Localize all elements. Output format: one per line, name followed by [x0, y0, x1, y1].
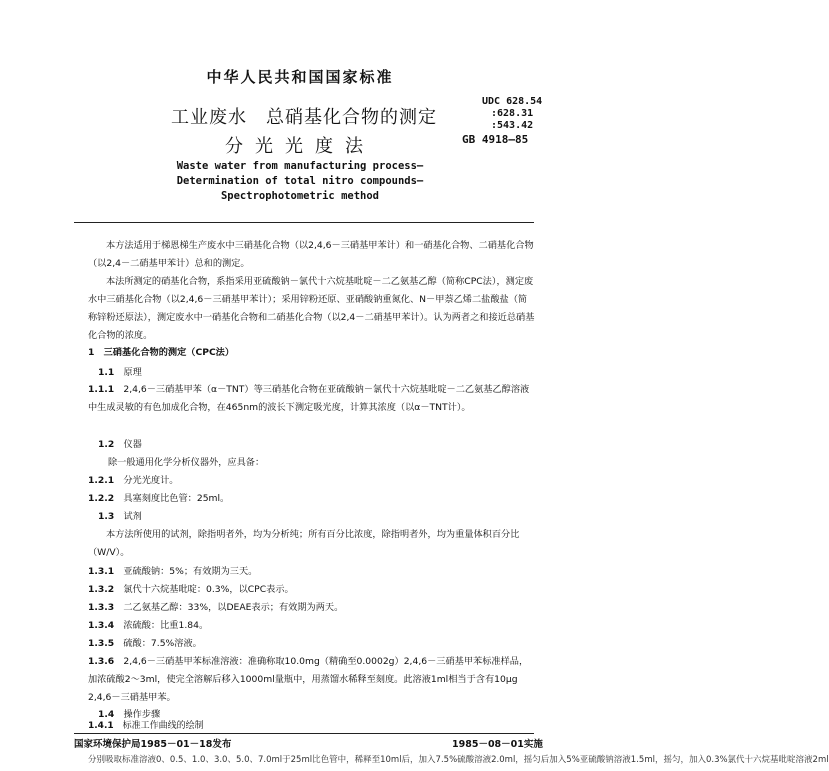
header-divider [74, 222, 534, 223]
subsection-1-1-heading [98, 364, 142, 378]
udc-code-line-1: UDC 628.54 [482, 96, 543, 107]
clause-1-3-3 [88, 599, 343, 613]
clause-title: 标准工作曲线的绘制 [122, 721, 204, 731]
subsection-title: 操作步骤 [123, 709, 161, 720]
title-cn-line-1: 工业废水 总硝基化合物的测定 [171, 107, 437, 128]
clause-text: 硫酸：7.5%溶液。 [123, 638, 202, 649]
subsection-1-2-heading [98, 436, 142, 450]
clause-1-4-1-block [88, 719, 536, 733]
clause-number: 1.2.2 [88, 493, 115, 504]
title-en-line-2: Determination of total nitro compounds— [176, 175, 424, 187]
clause-1-3-4 [88, 617, 208, 631]
clause-text: 亚硫酸钠：5%；有效期为三天。 [123, 566, 258, 577]
clause-number: 1.1.1 [88, 384, 115, 395]
clause-number: 1.3.5 [88, 638, 115, 649]
subsection-number: 1.3 [98, 511, 115, 522]
standard-title: 中华人民共和国国家标准 [206, 68, 394, 86]
clause-text: 浓硫酸：比重1.84。 [123, 620, 209, 631]
footer-divider [74, 733, 534, 734]
clause-1-2-2 [88, 490, 229, 504]
title-en-line-1: Waste water from manufacturing process— [176, 160, 424, 172]
clause-1-3-5 [88, 635, 202, 649]
clause-1-3-2 [88, 581, 294, 595]
gb-code: GB 4918—85 [462, 133, 529, 146]
subsection-title: 试剂 [123, 511, 142, 522]
section-number: 1 [88, 347, 95, 358]
clause-text: 具塞刻度比色管：25ml。 [123, 493, 230, 504]
udc-code-line-2: :628.31 [491, 108, 534, 119]
title-cn-line-2: 分光光度法 [225, 136, 375, 157]
issued-by: 国家环境保护局1985－01－18发布 [74, 739, 232, 750]
clause-text: 2,4,6－三硝基甲苯（α－TNT）等三硝基化合物在亚硫酸钠－氯代十六烷基吡啶－二乙氨基乙醇溶液中生成灵敏的有色加成化合物，在465nm的波长下测定吸光度，计算其浓度（以α－TNT计）。 [88, 384, 530, 413]
clause-number: 1.3.4 [88, 620, 115, 631]
subsection-title: 仪器 [123, 439, 142, 450]
section-title: 三硝基化合物的测定（CPC法） [103, 347, 235, 358]
clause-1-1-1 [88, 381, 536, 417]
clause-number: 1.3.3 [88, 602, 115, 613]
subsection-title: 原理 [123, 367, 142, 378]
intro-paragraph-2: 本法所测定的硝基化合物，系指采用亚硫酸钠－氯代十六烷基吡啶－二乙氨基乙醇（简称CPC法），测定废水中三硝基化合物（以2,4,6－三硝基甲苯计）；采用锌粉还原、亚硝酸钠重氮化、N－甲萘乙烯二盐酸盐（简称锌粉还原法），测定废水中一硝基化合物和二硝基化合物（以2,4－二硝基甲苯计）。认为两者之和接近总硝基化合物的浓度。 [88, 276, 535, 341]
section-1-heading [88, 344, 234, 358]
effective-date: 1985－08－01实施 [452, 739, 543, 750]
udc-code-line-3: :543.42 [491, 120, 534, 131]
subsection-1-3-intro: 本方法所使用的试剂，除指明者外，均为分析纯；所有百分比浓度，除指明者外，均为重量体积百分比（W/V）。 [88, 529, 520, 558]
subsection-number: 1.4 [98, 709, 115, 720]
clause-number: 1.3.1 [88, 566, 115, 577]
subsection-1-4-heading [98, 706, 160, 720]
clause-text: 2,4,6－三硝基甲苯标准溶液：准确称取10.0mg（精确至0.0002g）2,4,6－三硝基甲苯标准样品，加浓硫酸2～3ml，使完全溶解后移入1000ml量瓶中，用蒸馏水稀释至刻度。此溶液1ml相当于含有10μg 2,4,6－三硝基甲苯。 [88, 656, 529, 703]
clause-1-3-6 [88, 653, 536, 707]
clause-number: 1.4.1 [88, 721, 114, 731]
clause-number: 1.2.1 [88, 475, 115, 486]
clause-number: 1.3.2 [88, 584, 115, 595]
title-en-line-3: Spectrophotometric method [220, 190, 380, 202]
subsection-1-2-intro: 除一般通用化学分析仪器外，应具备： [108, 457, 265, 468]
clause-text: 分光光度计。 [123, 475, 179, 486]
clause-1-2-1 [88, 472, 178, 486]
clause-number: 1.3.6 [88, 656, 115, 667]
intro-paragraph-1: 本方法适用于梯恩梯生产废水中三硝基化合物（以2,4,6－三硝基甲苯计）和一硝基化合物、二硝基化合物（以2,4－二硝基甲苯计）总和的测定。 [88, 240, 534, 269]
subsection-number: 1.2 [98, 439, 115, 450]
subsection-1-3-heading [98, 508, 142, 522]
clause-1-3-1 [88, 563, 257, 577]
clause-text: 氯代十六烷基吡啶：0.3%，以CPC表示。 [123, 584, 294, 595]
subsection-number: 1.1 [98, 367, 115, 378]
clause-text: 二乙氨基乙醇：33%，以DEAE表示；有效期为两天。 [123, 602, 344, 613]
procedure-1-4-1-text: 分别吸取标准溶液0、0.5、1.0、3.0、5.0、7.0ml于25ml比色管中，稀释至10ml后，加入7.5%硫酸溶液2.0ml，摇匀后加入5%亚硫酸钠溶液1.5ml，摇匀，加入0.3%氯代十六烷基吡啶溶液2ml [88, 755, 829, 765]
